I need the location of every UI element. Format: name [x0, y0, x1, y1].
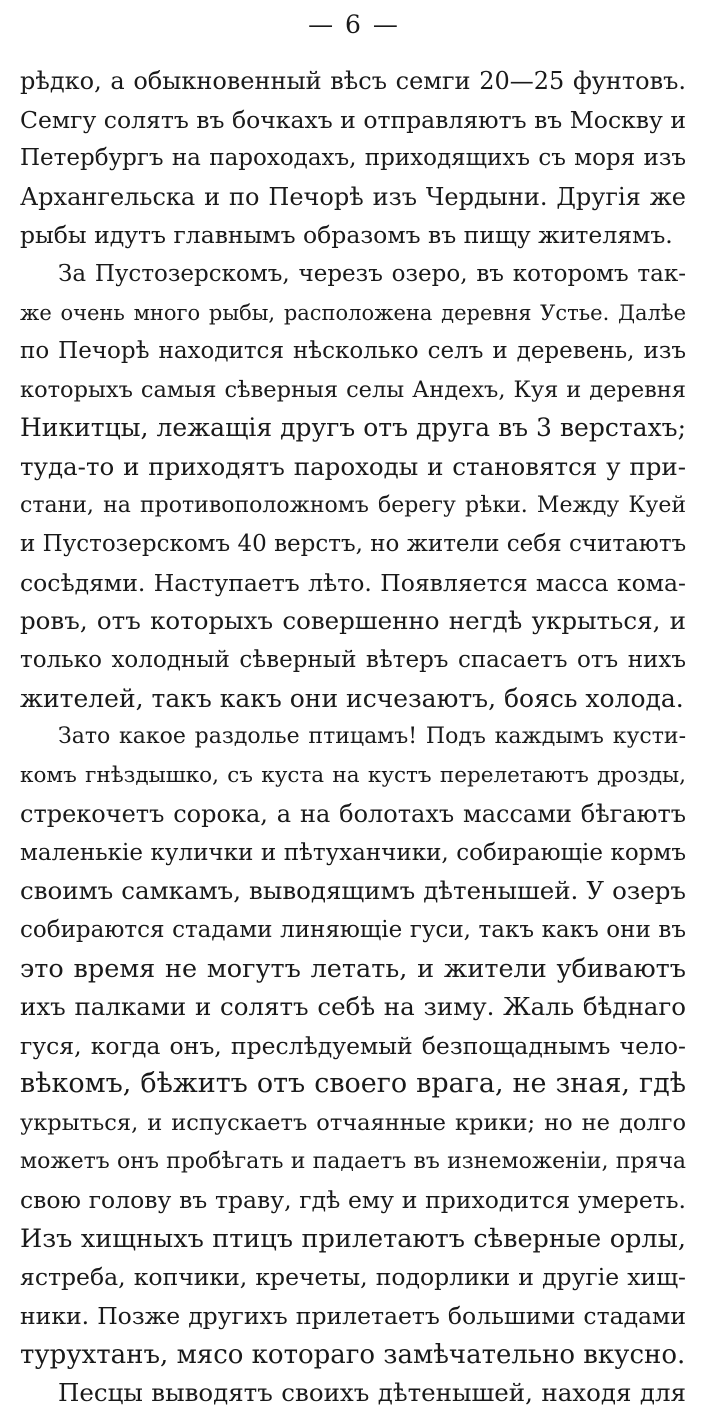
text-line: ровъ, отъ которыхъ совершенно негдѣ укрыться, и	[20, 606, 686, 636]
body-text	[20, 62, 686, 1413]
text-line: стрекочетъ сорока, а на болотахъ массами бѣгаютъ	[20, 800, 686, 829]
text-line: ники. Позже другихъ прилетаетъ большими стадами	[20, 1302, 686, 1330]
text-line: За Пустозерскомъ, черезъ озеро, въ которомъ так-	[58, 260, 686, 287]
text-line: рыбы идутъ главнымъ образомъ въ пищу жителямъ.	[20, 221, 673, 250]
text-line: стани, на противоположномъ берегу рѣки. Между Куей	[20, 492, 686, 518]
text-line: Петербургъ на пароходахъ, приходящихъ съ моря изъ	[20, 145, 686, 172]
text-line: турухтанъ, мясо котораго замѣчательно вкусно.	[20, 1339, 686, 1370]
text-line: жителей, такъ какъ они исчезаютъ, боясь холода.	[20, 683, 684, 713]
text-line: сосѣдями. Наступаетъ лѣто. Появляется масса кома-	[20, 568, 686, 597]
text-line: ястреба, копчики, кречеты, подорлики и другіе хищ-	[20, 1263, 686, 1292]
text-line: же очень много рыбы, расположена деревня Устье. Далѣе	[20, 300, 686, 325]
text-line: Семгу солятъ въ бочкахъ и отправляютъ въ Москву и	[20, 105, 686, 134]
text-line: только холодный сѣверный вѣтеръ спасаетъ отъ нихъ	[20, 646, 686, 673]
text-line: Зато какое раздолье птицамъ! Подъ каждымъ кусти-	[58, 724, 686, 750]
text-line: Песцы выводятъ своихъ дѣтенышей, находя для	[58, 1378, 686, 1408]
text-line: собираются стадами линяющіе гуси, такъ какъ они въ	[20, 917, 686, 944]
text-line: туда-то и приходятъ пароходы и становятся у при-	[20, 451, 686, 481]
text-line: по Печорѣ находится нѣсколько селъ и деревень, изъ	[20, 338, 686, 365]
text-line: своимъ самкамъ, выводящимъ дѣтенышей. У озеръ	[20, 876, 686, 906]
text-line: Архангельска и по Печорѣ изъ Чердыни. Другія же	[20, 182, 686, 211]
text-line: Никитцы, лежащія другъ отъ друга въ 3 верстахъ;	[20, 413, 686, 443]
text-line: комъ гнѣздышко, съ куста на кустъ перелетаютъ дрозды,	[20, 762, 686, 788]
text-line: ихъ палками и солятъ себѣ на зиму. Жаль бѣднаго	[20, 992, 686, 1022]
text-line: которыхъ самыя сѣверныя селы Андехъ, Куя и деревня	[20, 376, 686, 403]
text-line: и Пустозерскомъ 40 верстъ, но жители себя считаютъ	[20, 531, 687, 558]
text-line: вѣкомъ, бѣжитъ отъ своего врага, не зная, гдѣ	[20, 1068, 686, 1100]
text-line: можетъ онъ пробѣгать и падаетъ въ изнеможеніи, пряча	[20, 1148, 686, 1174]
text-line: это время не могутъ летать, и жители убиваютъ	[20, 953, 686, 984]
text-line: Изъ хищныхъ птицъ прилетаютъ сѣверные орлы,	[20, 1223, 686, 1254]
text-line: свою голову въ траву, гдѣ ему и приходится умереть.	[20, 1186, 686, 1215]
page-number: — 6 —	[308, 10, 400, 39]
text-line: укрыться, и испускаетъ отчаянные крики; но не долго	[20, 1110, 686, 1137]
text-line: гуся, когда онъ, преслѣдуемый безпощаднымъ чело-	[20, 1031, 686, 1060]
text-line: рѣдко, а обыкновенный вѣсъ семги 20—25 фунтовъ.	[20, 67, 686, 95]
text-line: маленькіе кулички и пѣтуханчики, собирающіе кормъ	[20, 839, 686, 866]
